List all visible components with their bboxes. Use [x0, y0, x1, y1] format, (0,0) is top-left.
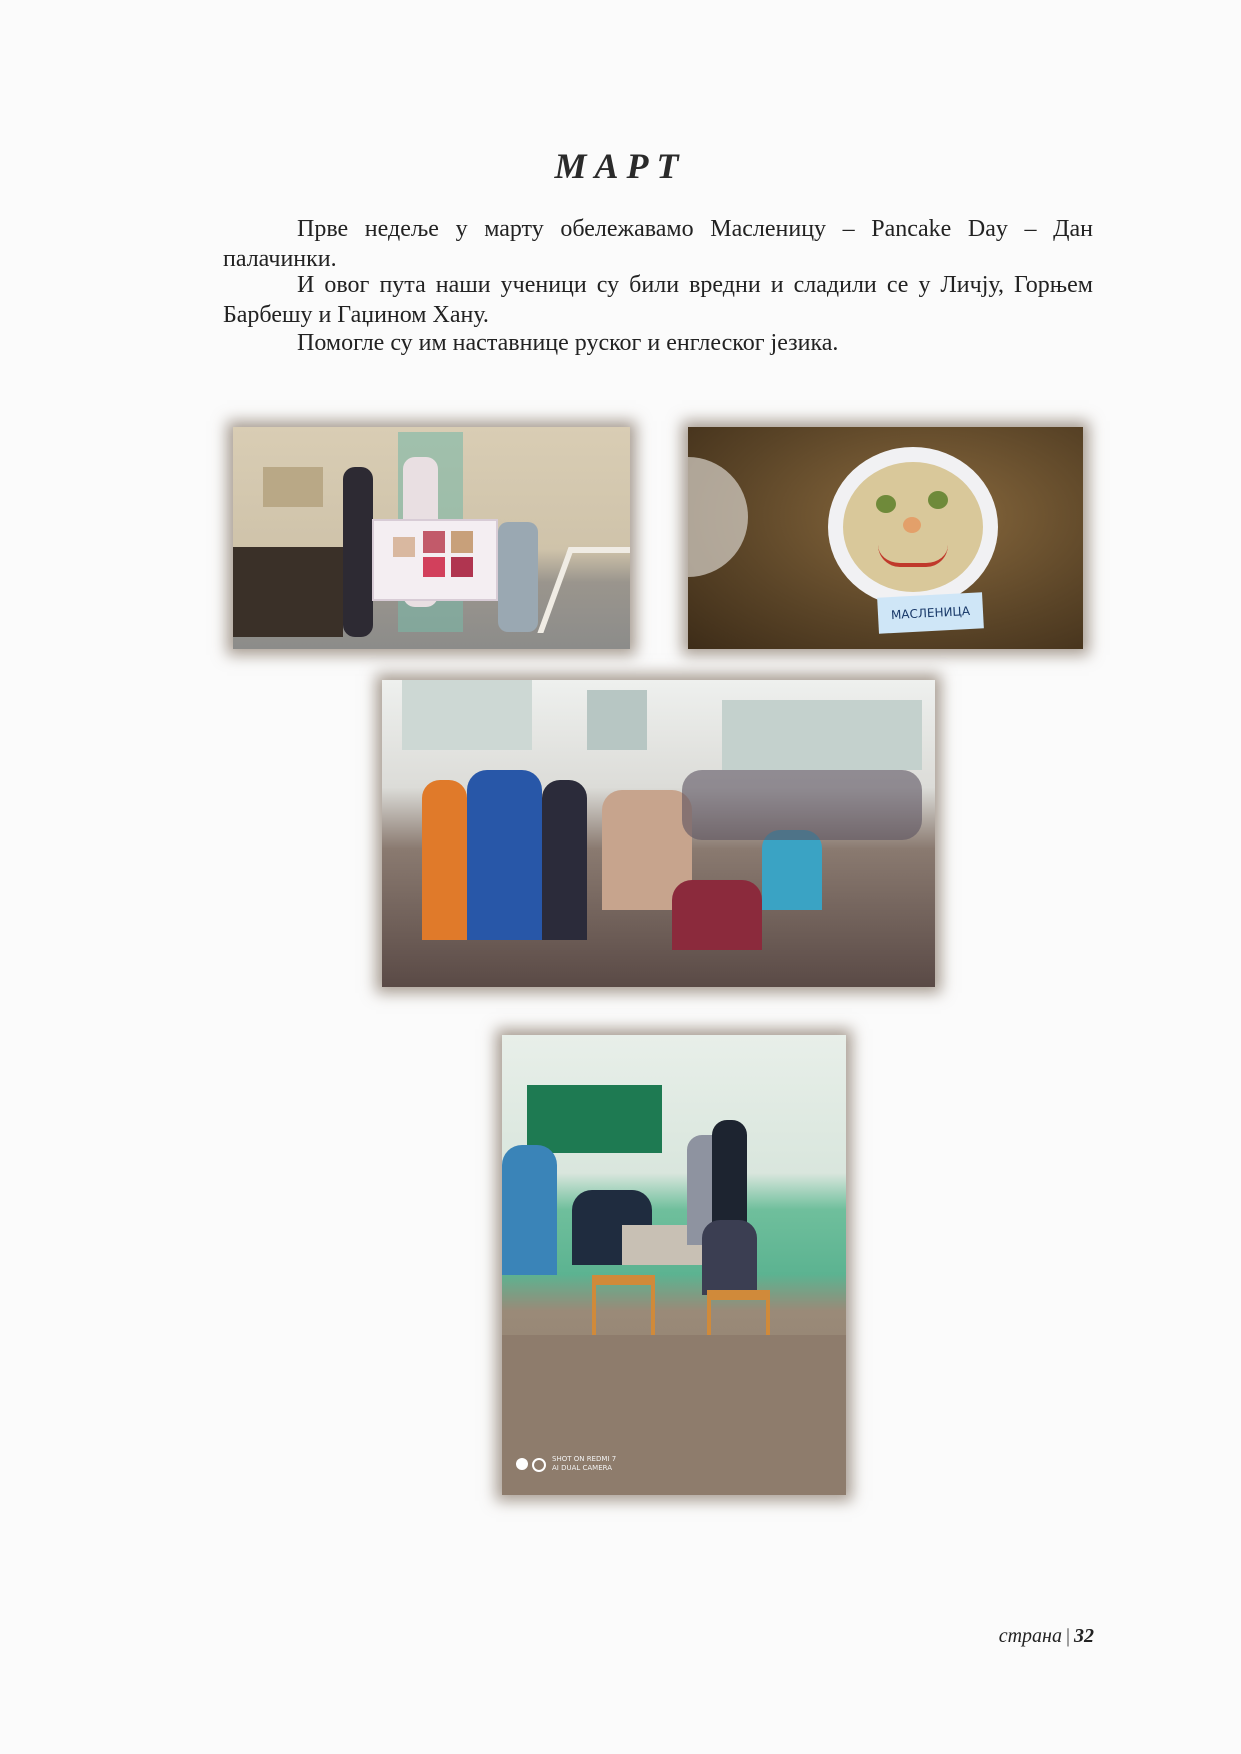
photo-pancake-face: [688, 427, 1083, 649]
paragraph-3: Помогле су им наставнице руског и енглеског језика.: [297, 330, 839, 356]
page-number: 32: [1074, 1625, 1094, 1647]
photo-students-poster: [233, 427, 630, 649]
paragraph-2: И овог пута наши ученици су били вредни и сладили се у Личју, Горњем Барбешу и Гаџином Хану.: [223, 272, 1093, 328]
page-footer: страна | 32: [998, 1625, 1094, 1647]
camera-watermark-line1: SHOT ON REDMI 7: [552, 1455, 617, 1463]
photo-group-students: [382, 680, 935, 987]
photo-classroom: [502, 1035, 846, 1495]
maslenica-label: МАСЛЕНИЦА: [890, 603, 971, 623]
footer-label: страна: [998, 1625, 1062, 1647]
paragraph-1: Прве недеље у марту обележавамо Масленицу – Pancake Day – Дан палачинки.: [223, 216, 1093, 272]
page-title: МАРТ: [554, 146, 687, 186]
camera-watermark-line2: AI DUAL CAMERA: [552, 1464, 613, 1472]
